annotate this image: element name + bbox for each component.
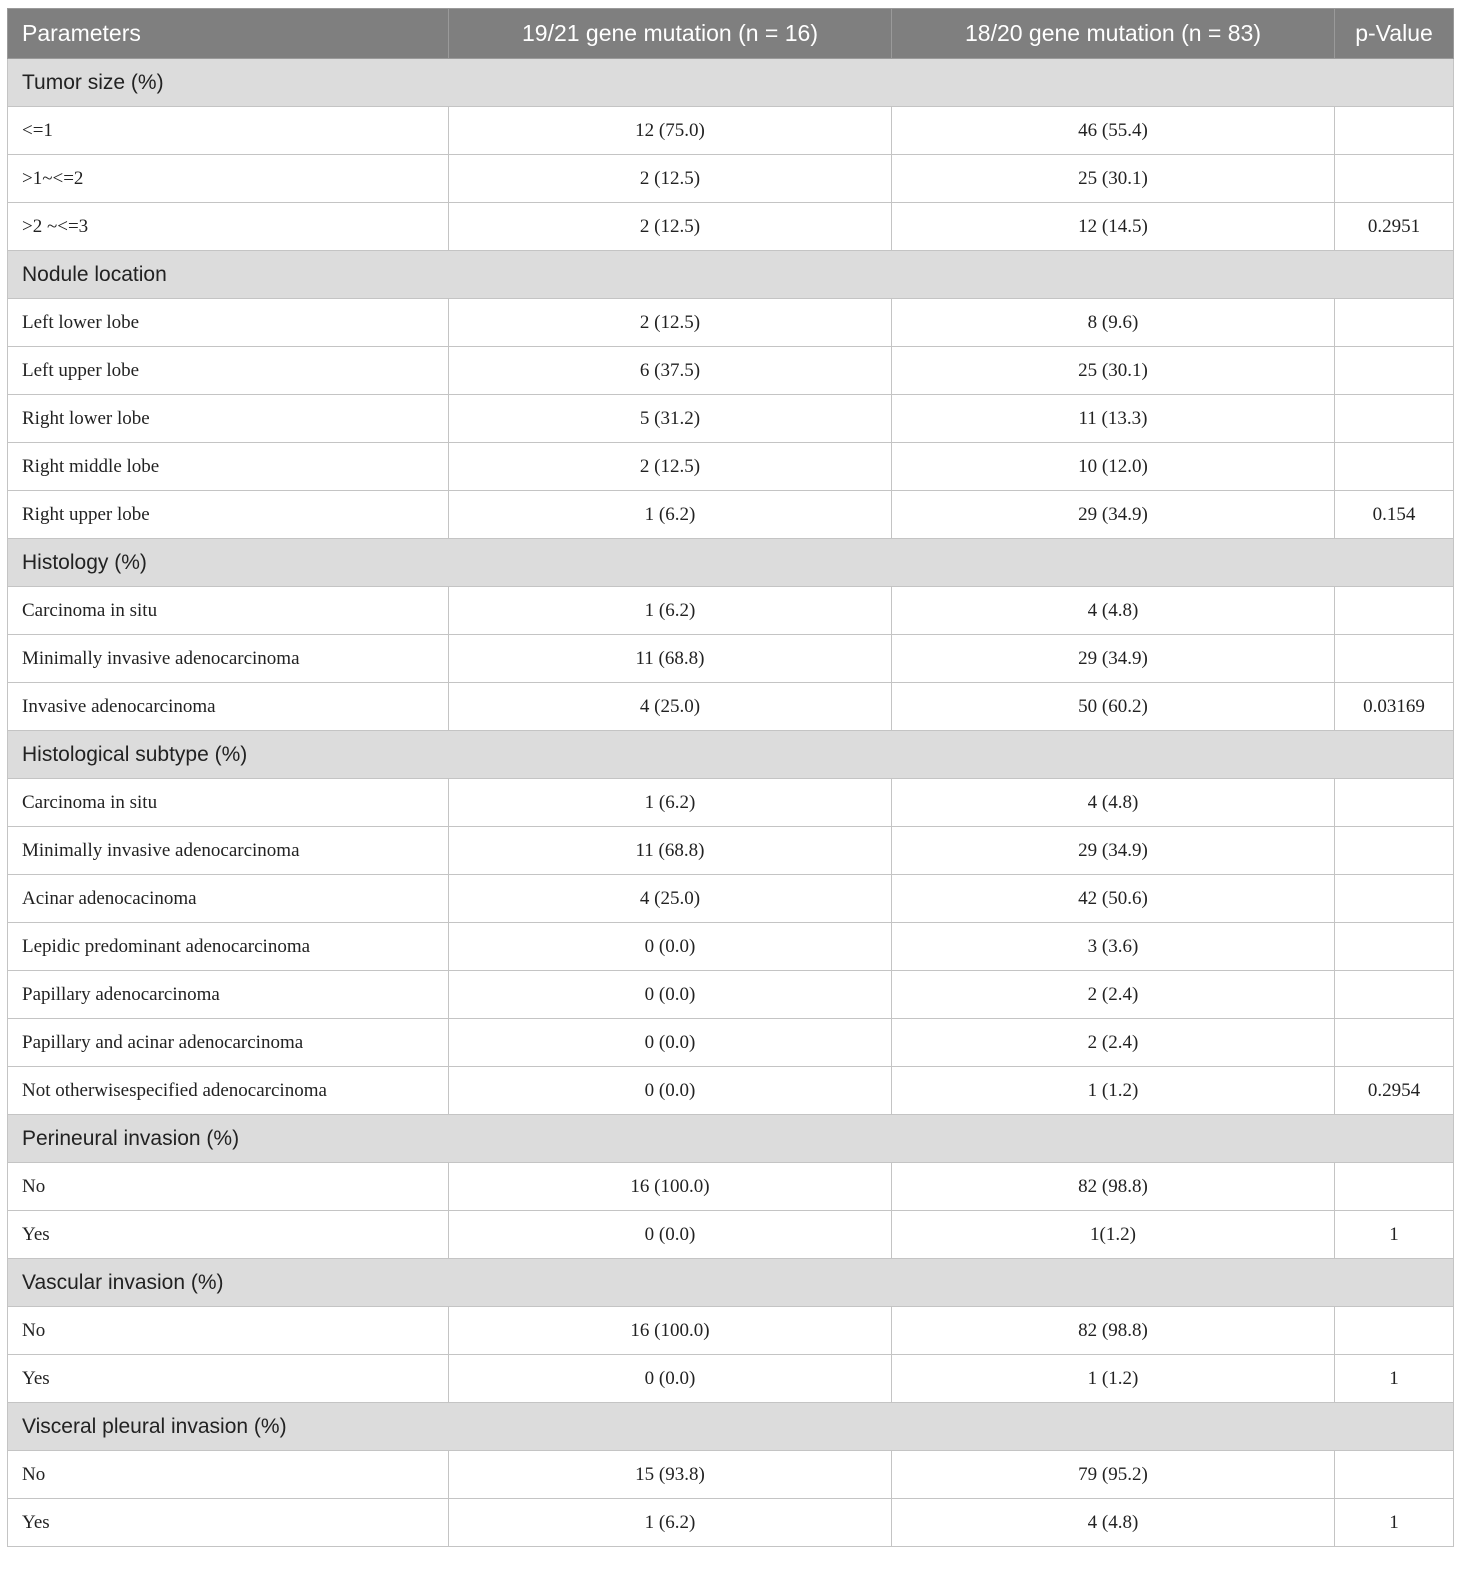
table-row — [8, 443, 1454, 491]
group-18-20-cell: 79 (95.2) — [892, 1451, 1335, 1499]
parameter-cell: Acinar adenocacinoma — [8, 875, 449, 923]
section-title: Perineural invasion (%) — [8, 1115, 1454, 1163]
table-row — [8, 827, 1454, 875]
group-19-21-cell: 1 (6.2) — [449, 779, 892, 827]
group-19-21-cell: 0 (0.0) — [449, 923, 892, 971]
section-header-row — [8, 731, 1454, 779]
group-18-20-cell: 3 (3.6) — [892, 923, 1335, 971]
group-18-20-cell: 25 (30.1) — [892, 347, 1335, 395]
group-19-21-cell: 2 (12.5) — [449, 443, 892, 491]
group-19-21-cell: 0 (0.0) — [449, 971, 892, 1019]
parameter-cell: Minimally invasive adenocarcinoma — [8, 635, 449, 683]
table-row — [8, 1211, 1454, 1259]
p-value-cell — [1335, 395, 1454, 443]
p-value-cell — [1335, 107, 1454, 155]
section-title: Histological subtype (%) — [8, 731, 1454, 779]
group-19-21-cell: 2 (12.5) — [449, 155, 892, 203]
p-value-cell: 1 — [1335, 1499, 1454, 1547]
table-row — [8, 587, 1454, 635]
table-row — [8, 1163, 1454, 1211]
section-header-row — [8, 539, 1454, 587]
p-value-cell — [1335, 827, 1454, 875]
section-header-row — [8, 1403, 1454, 1451]
p-value-cell — [1335, 779, 1454, 827]
table-row — [8, 875, 1454, 923]
group-19-21-cell: 11 (68.8) — [449, 635, 892, 683]
p-value-cell — [1335, 923, 1454, 971]
group-18-20-cell: 2 (2.4) — [892, 1019, 1335, 1067]
table-row — [8, 395, 1454, 443]
header-parameters: Parameters — [8, 9, 449, 59]
p-value-cell — [1335, 155, 1454, 203]
parameter-cell: No — [8, 1451, 449, 1499]
header-row — [8, 9, 1454, 59]
parameter-cell: No — [8, 1163, 449, 1211]
group-19-21-cell: 2 (12.5) — [449, 299, 892, 347]
group-19-21-cell: 6 (37.5) — [449, 347, 892, 395]
parameter-cell: >2 ~<=3 — [8, 203, 449, 251]
parameter-cell: Yes — [8, 1211, 449, 1259]
group-19-21-cell: 4 (25.0) — [449, 683, 892, 731]
group-18-20-cell: 50 (60.2) — [892, 683, 1335, 731]
table-row — [8, 1019, 1454, 1067]
group-18-20-cell: 29 (34.9) — [892, 635, 1335, 683]
header-p-value: p-Value — [1335, 9, 1454, 59]
group-19-21-cell: 0 (0.0) — [449, 1067, 892, 1115]
group-18-20-cell: 2 (2.4) — [892, 971, 1335, 1019]
group-18-20-cell: 8 (9.6) — [892, 299, 1335, 347]
group-18-20-cell: 42 (50.6) — [892, 875, 1335, 923]
group-18-20-cell: 1 (1.2) — [892, 1355, 1335, 1403]
parameter-cell: Not otherwisespecified adenocarcinoma — [8, 1067, 449, 1115]
section-title: Visceral pleural invasion (%) — [8, 1403, 1454, 1451]
group-18-20-cell: 11 (13.3) — [892, 395, 1335, 443]
header-group-18-20: 18/20 gene mutation (n = 83) — [892, 9, 1335, 59]
parameter-cell: Minimally invasive adenocarcinoma — [8, 827, 449, 875]
p-value-cell: 0.03169 — [1335, 683, 1454, 731]
table-row — [8, 347, 1454, 395]
group-19-21-cell: 15 (93.8) — [449, 1451, 892, 1499]
p-value-cell — [1335, 1163, 1454, 1211]
table-row — [8, 1067, 1454, 1115]
parameter-cell: Yes — [8, 1355, 449, 1403]
parameter-cell: Left upper lobe — [8, 347, 449, 395]
table-row — [8, 299, 1454, 347]
section-title: Nodule location — [8, 251, 1454, 299]
table-row — [8, 779, 1454, 827]
group-18-20-cell: 4 (4.8) — [892, 779, 1335, 827]
parameter-cell: Right lower lobe — [8, 395, 449, 443]
table-row — [8, 923, 1454, 971]
parameter-cell: >1~<=2 — [8, 155, 449, 203]
parameter-cell: Left lower lobe — [8, 299, 449, 347]
parameter-cell: Papillary adenocarcinoma — [8, 971, 449, 1019]
group-18-20-cell: 4 (4.8) — [892, 587, 1335, 635]
section-title: Vascular invasion (%) — [8, 1259, 1454, 1307]
section-header-row — [8, 1115, 1454, 1163]
group-18-20-cell: 25 (30.1) — [892, 155, 1335, 203]
group-18-20-cell: 1 (1.2) — [892, 1067, 1335, 1115]
p-value-cell: 0.2954 — [1335, 1067, 1454, 1115]
table-row — [8, 683, 1454, 731]
p-value-cell — [1335, 971, 1454, 1019]
group-18-20-cell: 29 (34.9) — [892, 491, 1335, 539]
p-value-cell — [1335, 1451, 1454, 1499]
table-row — [8, 1451, 1454, 1499]
p-value-cell: 1 — [1335, 1355, 1454, 1403]
parameter-cell: Carcinoma in situ — [8, 779, 449, 827]
table-body — [8, 59, 1454, 1547]
table-row — [8, 1499, 1454, 1547]
section-header-row — [8, 59, 1454, 107]
group-18-20-cell: 12 (14.5) — [892, 203, 1335, 251]
p-value-cell: 1 — [1335, 1211, 1454, 1259]
table-row — [8, 635, 1454, 683]
section-header-row — [8, 251, 1454, 299]
group-19-21-cell: 0 (0.0) — [449, 1211, 892, 1259]
p-value-cell — [1335, 299, 1454, 347]
section-title: Tumor size (%) — [8, 59, 1454, 107]
p-value-cell — [1335, 443, 1454, 491]
parameter-cell: Carcinoma in situ — [8, 587, 449, 635]
group-19-21-cell: 12 (75.0) — [449, 107, 892, 155]
group-19-21-cell: 1 (6.2) — [449, 587, 892, 635]
group-18-20-cell: 82 (98.8) — [892, 1307, 1335, 1355]
results-table — [7, 8, 1454, 1547]
parameter-cell: No — [8, 1307, 449, 1355]
group-18-20-cell: 29 (34.9) — [892, 827, 1335, 875]
table-row — [8, 1307, 1454, 1355]
p-value-cell — [1335, 587, 1454, 635]
parameter-cell: Yes — [8, 1499, 449, 1547]
group-19-21-cell: 1 (6.2) — [449, 491, 892, 539]
table-row — [8, 1355, 1454, 1403]
p-value-cell — [1335, 635, 1454, 683]
table-row — [8, 491, 1454, 539]
parameter-cell: Invasive adenocarcinoma — [8, 683, 449, 731]
group-19-21-cell: 0 (0.0) — [449, 1019, 892, 1067]
group-18-20-cell: 1(1.2) — [892, 1211, 1335, 1259]
group-18-20-cell: 82 (98.8) — [892, 1163, 1335, 1211]
group-19-21-cell: 2 (12.5) — [449, 203, 892, 251]
p-value-cell: 0.2951 — [1335, 203, 1454, 251]
p-value-cell: 0.154 — [1335, 491, 1454, 539]
group-19-21-cell: 11 (68.8) — [449, 827, 892, 875]
parameter-cell: Right upper lobe — [8, 491, 449, 539]
table-row — [8, 971, 1454, 1019]
group-19-21-cell: 5 (31.2) — [449, 395, 892, 443]
p-value-cell — [1335, 347, 1454, 395]
table-row — [8, 107, 1454, 155]
parameter-cell: Papillary and acinar adenocarcinoma — [8, 1019, 449, 1067]
table-header — [8, 9, 1454, 59]
table-row — [8, 203, 1454, 251]
group-18-20-cell: 4 (4.8) — [892, 1499, 1335, 1547]
parameter-cell: Lepidic predominant adenocarcinoma — [8, 923, 449, 971]
parameter-cell: Right middle lobe — [8, 443, 449, 491]
section-header-row — [8, 1259, 1454, 1307]
group-18-20-cell: 46 (55.4) — [892, 107, 1335, 155]
p-value-cell — [1335, 1019, 1454, 1067]
group-19-21-cell: 4 (25.0) — [449, 875, 892, 923]
p-value-cell — [1335, 875, 1454, 923]
parameter-cell: <=1 — [8, 107, 449, 155]
group-19-21-cell: 0 (0.0) — [449, 1355, 892, 1403]
header-group-19-21: 19/21 gene mutation (n = 16) — [449, 9, 892, 59]
group-18-20-cell: 10 (12.0) — [892, 443, 1335, 491]
group-19-21-cell: 16 (100.0) — [449, 1307, 892, 1355]
group-19-21-cell: 16 (100.0) — [449, 1163, 892, 1211]
section-title: Histology (%) — [8, 539, 1454, 587]
table-row — [8, 155, 1454, 203]
p-value-cell — [1335, 1307, 1454, 1355]
group-19-21-cell: 1 (6.2) — [449, 1499, 892, 1547]
